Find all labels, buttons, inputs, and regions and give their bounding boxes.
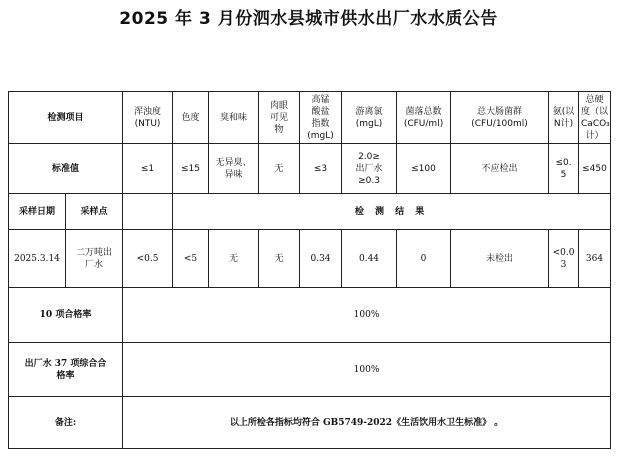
sampling-header-row xyxy=(9,194,611,230)
standard-value: 无 xyxy=(259,144,300,194)
result-value: 0 xyxy=(397,230,451,288)
item-header: 检测项目 xyxy=(9,92,123,144)
result-value: 未检出 xyxy=(451,230,549,288)
standard-value: 无异臭、 异味 xyxy=(209,144,259,194)
standard-label: 标准值 xyxy=(9,144,123,194)
result-value: 0.44 xyxy=(342,230,397,288)
results-header: 检 测 结 果 xyxy=(173,194,611,230)
standard-value: ≤450 xyxy=(579,144,611,194)
blank-cell xyxy=(123,194,173,230)
page-title: 2025 年 3 月份泗水县城市供水出厂水水质公告 xyxy=(119,9,498,29)
result-value: <0.0 3 xyxy=(549,230,579,288)
sampling-point-header: 采样点 xyxy=(66,194,123,230)
header-chroma: 色度 xyxy=(173,92,209,144)
header-free-chlorine: 游离氯 (mgL) xyxy=(342,92,397,144)
sample-row xyxy=(9,230,611,288)
standard-value: ≤3 xyxy=(300,144,342,194)
header-permanganate: 高锰 酸盐 指数 (mgL) xyxy=(300,92,342,144)
standard-value: 2.0≥ 出厂水 ≥0.3 xyxy=(342,144,397,194)
header-colony-count: 菌落总数 (CFU/ml) xyxy=(397,92,451,144)
pass-rate-10-label: 10 项合格率 xyxy=(9,288,123,343)
result-value: 0.34 xyxy=(300,230,342,288)
pass-rate-10-value: 100% xyxy=(123,288,611,343)
standard-value: ≤1 xyxy=(123,144,173,194)
result-value: 无 xyxy=(209,230,259,288)
result-value: 364 xyxy=(579,230,611,288)
standard-value: 不应检出 xyxy=(451,144,549,194)
standard-value: ≤0. 5 xyxy=(549,144,579,194)
standard-value: ≤15 xyxy=(173,144,209,194)
pass-rate-37-label: 出厂水 37 项综合合 格率 xyxy=(9,343,123,397)
sampling-date-header: 采样日期 xyxy=(9,194,66,230)
header-coliform: 总大肠菌群 (CFU/100ml) xyxy=(451,92,549,144)
standard-value: ≤100 xyxy=(397,144,451,194)
result-value: 无 xyxy=(259,230,300,288)
pass-rate-37-value: 100% xyxy=(123,343,611,397)
pass-rate-10-row xyxy=(9,288,611,343)
standard-row xyxy=(9,144,611,194)
header-odor: 臭和味 xyxy=(209,92,259,144)
header-turbidity: 浑浊度 (NTU) xyxy=(123,92,173,144)
pass-rate-37-row xyxy=(9,343,611,397)
header-hardness: 总硬 度（以 CaCO₃ 计） xyxy=(579,92,611,144)
remarks-label: 备注: xyxy=(9,397,123,449)
result-value: <5 xyxy=(173,230,209,288)
header-row xyxy=(9,92,611,144)
header-ammonia: 氨(以 N计) xyxy=(549,92,579,144)
result-value: <0.5 xyxy=(123,230,173,288)
remarks-row xyxy=(9,397,611,449)
sample-date: 2025.3.14 xyxy=(9,230,66,288)
header-visible-matter: 肉眼 可见 物 xyxy=(259,92,300,144)
sample-point: 二万吨出 厂水 xyxy=(66,230,123,288)
remarks-text: 以上所检各指标均符合 GB5749-2022《生活饮用水卫生标准》 。 xyxy=(123,397,611,449)
water-quality-table xyxy=(8,91,611,449)
